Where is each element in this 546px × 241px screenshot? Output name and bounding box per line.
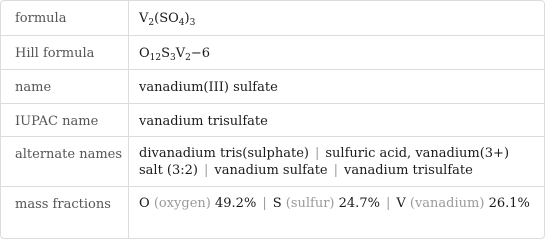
element-symbol: V [396, 196, 406, 211]
element-name: (vanadium) [409, 196, 485, 211]
iupac-name-label: IUPAC name [1, 104, 129, 136]
iupac-name-value: vanadium trisulfate [139, 114, 268, 129]
alternate-name: vanadium trisulfate [344, 163, 473, 178]
element-percent: 24.7% [338, 196, 380, 211]
hill-formula-label: Hill formula [1, 36, 129, 69]
mass-fractions-value [129, 187, 544, 238]
separator: | [262, 196, 267, 211]
name-label: name [1, 70, 129, 103]
separator: | [314, 146, 320, 161]
element-name: (sulfur) [285, 196, 335, 211]
alternate-name: divanadium tris(sulphate) [139, 146, 309, 161]
alternate-name: sulfuric acid, vanadium(3+) salt (3:2) [139, 146, 510, 178]
element-name: (oxygen) [153, 196, 211, 211]
alternate-names-label: alternate names [1, 137, 129, 186]
row-formula [1, 1, 544, 36]
row-mass-fractions [1, 187, 544, 238]
element-percent: 49.2% [215, 196, 257, 211]
row-hill-formula [1, 36, 544, 70]
row-name [1, 70, 544, 104]
row-alternate-names [1, 137, 544, 187]
hill-formula-value: $O_{12}S_3V_2-6$ [139, 46, 211, 63]
element-symbol: O [139, 196, 150, 211]
separator: | [204, 163, 209, 178]
separator: | [385, 196, 391, 211]
name-value: vanadium(III) sulfate [139, 80, 278, 95]
alternate-name: vanadium sulfate [214, 163, 328, 178]
formula-label: formula [1, 1, 129, 35]
mass-fractions-label: mass fractions [1, 187, 129, 238]
alternate-names-value [129, 137, 544, 186]
row-iupac-name [1, 104, 544, 137]
element-symbol: S [272, 196, 282, 211]
formula-value: $V_2(SO_4)_3$ [139, 11, 196, 28]
element-percent: 26.1% [488, 196, 530, 211]
separator: | [333, 163, 339, 178]
